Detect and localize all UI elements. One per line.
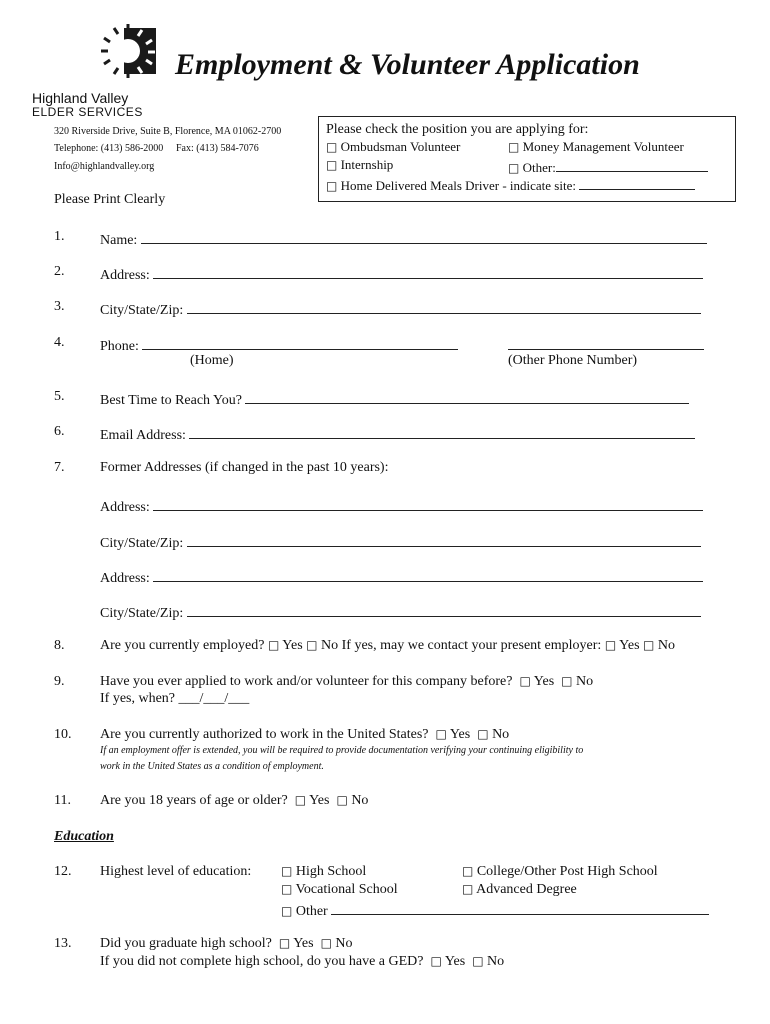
print-note: Please Print Clearly	[54, 192, 166, 207]
home-phone-caption: (Home)	[190, 353, 234, 368]
former-city-row: City/State/Zip:	[100, 602, 701, 622]
email-field[interactable]	[189, 424, 695, 439]
checkbox-icon[interactable]: □	[326, 158, 338, 172]
applied-date-field[interactable]: ___/___/___	[178, 691, 250, 706]
former-address-field[interactable]	[153, 496, 703, 511]
question-number: 7.	[54, 460, 65, 475]
question-number: 10.	[54, 727, 72, 742]
former-address-field[interactable]	[153, 567, 703, 582]
org-email: Info@highlandvalley.org	[54, 161, 155, 172]
checkbox-icon[interactable]: □	[477, 727, 489, 741]
checkbox-icon[interactable]: □	[519, 674, 531, 688]
education-college[interactable]: □ College/Other Post High School	[462, 864, 658, 879]
education-heading: Education	[54, 829, 114, 844]
education-label: Highest level of education:	[100, 864, 252, 879]
org-telephone: Telephone: (413) 586-2000	[54, 143, 164, 154]
education-high-school[interactable]: □ High School	[281, 864, 367, 879]
question-number: 6.	[54, 424, 65, 439]
authorized-row: Are you currently authorized to work in the United States? □ Yes □ No	[100, 727, 510, 742]
position-heading: Please check the position you are applying for:	[326, 122, 589, 137]
checkbox-icon[interactable]: □	[462, 864, 474, 878]
checkbox-icon[interactable]: □	[281, 904, 293, 918]
checkbox-icon[interactable]: □	[326, 140, 338, 154]
checkbox-icon[interactable]: □	[435, 727, 447, 741]
checkbox-icon[interactable]: □	[508, 161, 520, 175]
org-fax: Fax: (413) 584-7076	[176, 143, 259, 154]
address-row: Address:	[100, 264, 703, 284]
meals-site-field[interactable]	[579, 175, 695, 190]
position-money[interactable]: □ Money Management Volunteer	[508, 139, 684, 154]
checkbox-icon[interactable]: □	[472, 954, 484, 968]
home-phone-field[interactable]	[142, 335, 458, 350]
ged-row: If you did not complete high school, do you have a GED? □ Yes □ No	[100, 954, 505, 969]
best-time-row: Best Time to Reach You?	[100, 389, 689, 409]
address-field[interactable]	[153, 264, 703, 279]
checkbox-icon[interactable]: □	[306, 638, 318, 652]
other-phone-field[interactable]	[508, 335, 704, 350]
question-number: 8.	[54, 638, 65, 653]
checkbox-icon[interactable]: □	[643, 638, 655, 652]
checkbox-icon[interactable]: □	[462, 882, 474, 896]
logo-subname: ELDER SERVICES	[32, 105, 143, 119]
age-row: Are you 18 years of age or older? □ Yes □ No	[100, 793, 369, 808]
checkbox-icon[interactable]: □	[267, 638, 280, 652]
checkbox-icon[interactable]: □	[326, 179, 338, 193]
name-field[interactable]	[141, 229, 707, 244]
question-number: 9.	[54, 674, 65, 689]
question-number: 13.	[54, 936, 72, 951]
checkbox-icon[interactable]: □	[278, 936, 291, 950]
phone-row: Phone:	[100, 335, 458, 355]
question-number: 3.	[54, 299, 65, 314]
education-advanced[interactable]: □ Advanced Degree	[462, 882, 577, 897]
position-other[interactable]: □ Other:	[508, 157, 708, 176]
eligibility-note: If an employment offer is extended, you will be required to provide documentation verifying your continuing eligibility to	[100, 745, 584, 756]
checkbox-icon[interactable]: □	[320, 936, 332, 950]
checkbox-icon[interactable]: □	[294, 793, 307, 807]
eligibility-note: work in the United States as a condition of employment.	[100, 761, 324, 772]
question-number: 2.	[54, 264, 65, 279]
education-vocational[interactable]: □ Vocational School	[281, 882, 398, 897]
employed-row: Are you currently employed? □ Yes □ No If yes, may we contact your present employer: □ Yes □ No	[100, 638, 675, 653]
position-ombudsman[interactable]: □ Ombudsman Volunteer	[326, 139, 461, 154]
city-state-zip-row: City/State/Zip:	[100, 299, 701, 319]
former-city-field[interactable]	[187, 532, 701, 547]
question-number: 12.	[54, 864, 72, 879]
best-time-field[interactable]	[245, 389, 689, 404]
checkbox-icon[interactable]: □	[604, 638, 617, 652]
other-phone-caption: (Other Phone Number)	[508, 353, 638, 368]
email-row: Email Address:	[100, 424, 695, 444]
former-city-row: City/State/Zip:	[100, 532, 701, 552]
page-title: Employment & Volunteer Application	[175, 48, 640, 81]
graduated-row: Did you graduate high school? □ Yes □ No	[100, 936, 353, 951]
applied-before-row: Have you ever applied to work and/or volunteer for this company before? □ Yes □ No	[100, 674, 594, 689]
education-other-field[interactable]	[331, 900, 709, 915]
former-addresses-label: Former Addresses (if changed in the past 10 years):	[100, 460, 389, 475]
checkbox-icon[interactable]: □	[508, 140, 520, 154]
checkbox-icon[interactable]: □	[430, 954, 442, 968]
city-state-zip-field[interactable]	[187, 299, 701, 314]
applied-when-row: If yes, when? ___/___/___	[100, 691, 250, 706]
org-address: 320 Riverside Drive, Suite B, Florence, MA 01062-2700	[54, 126, 282, 137]
former-address-row: Address:	[100, 567, 703, 587]
checkbox-icon[interactable]: □	[281, 864, 293, 878]
question-number: 4.	[54, 335, 65, 350]
checkbox-icon[interactable]: □	[281, 882, 293, 896]
question-number: 5.	[54, 389, 65, 404]
other-position-field[interactable]	[556, 157, 708, 172]
education-other[interactable]: □ Other	[281, 900, 709, 920]
position-meals[interactable]: □ Home Delivered Meals Driver - indicate site:	[326, 175, 695, 194]
checkbox-icon[interactable]: □	[561, 674, 573, 688]
logo-name: Highland Valley	[32, 90, 129, 106]
checkbox-icon[interactable]: □	[336, 793, 348, 807]
position-internship[interactable]: □ Internship	[326, 157, 394, 172]
former-city-field[interactable]	[187, 602, 701, 617]
sun-logo-icon	[98, 22, 160, 85]
former-address-row: Address:	[100, 496, 703, 516]
question-number: 1.	[54, 229, 65, 244]
question-number: 11.	[54, 793, 71, 808]
name-row: Name:	[100, 229, 707, 249]
